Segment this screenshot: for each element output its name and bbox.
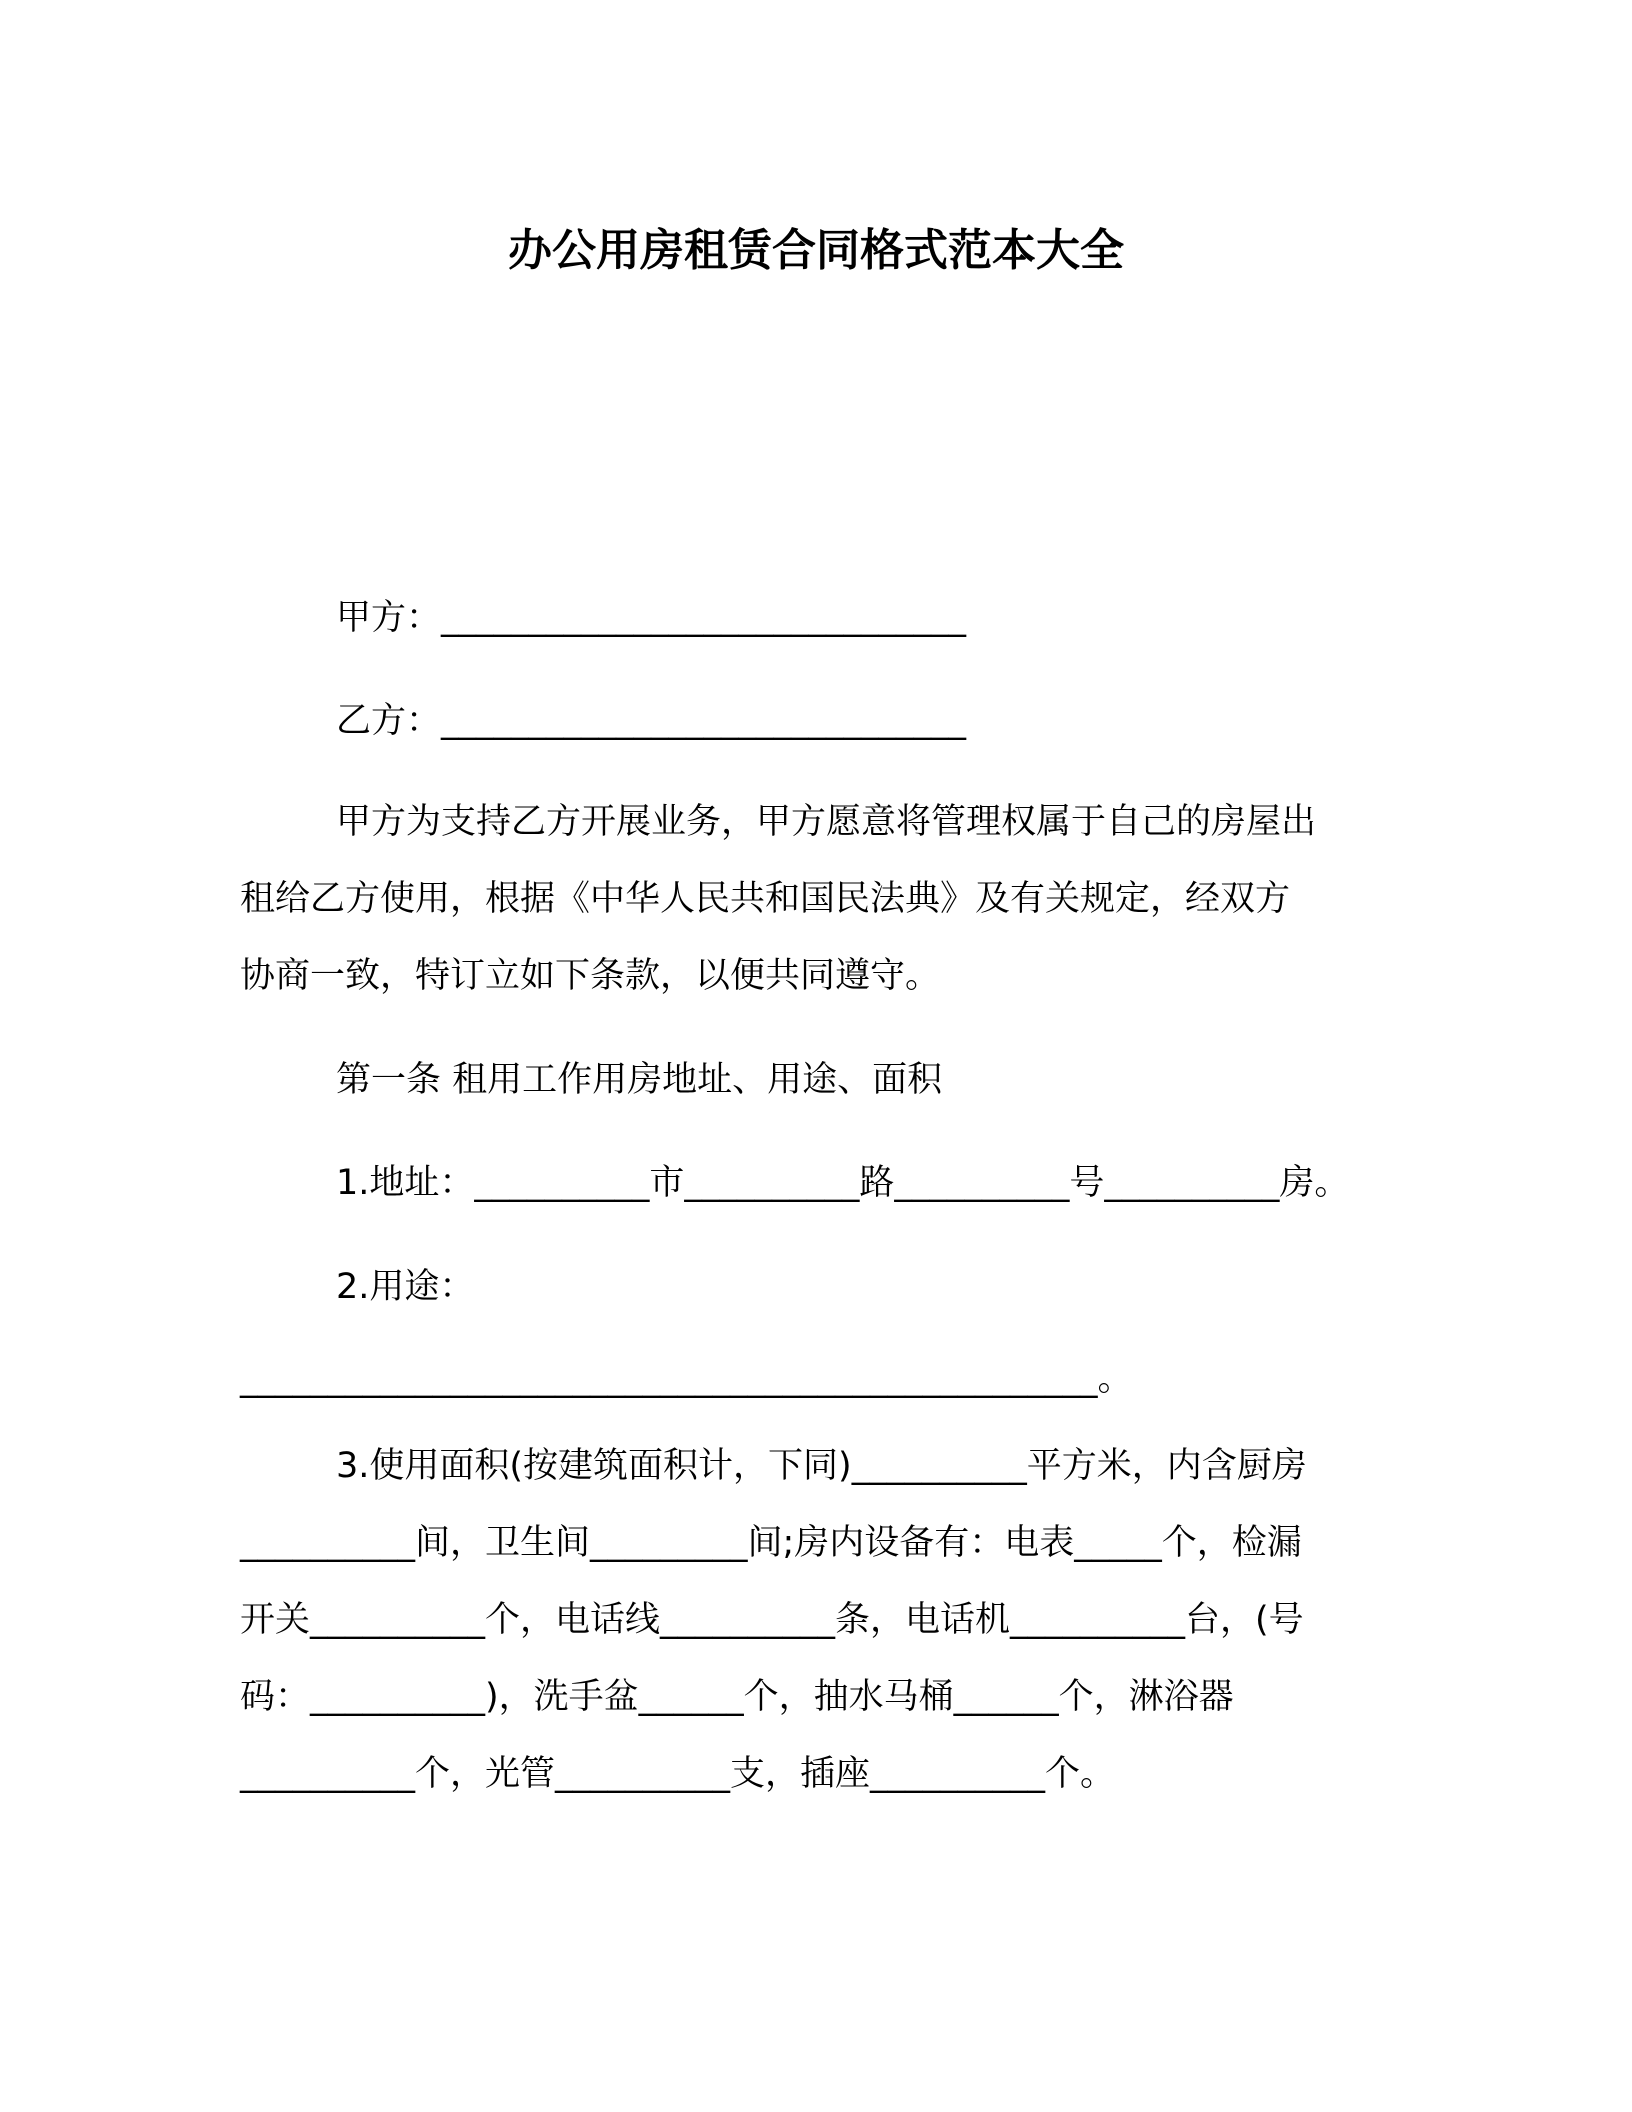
party-b-line: 乙方：______________________________ (336, 701, 967, 741)
preamble-line-1: 甲方为支持乙方开展业务，甲方愿意将管理权属于自己的房屋出 (336, 802, 1317, 842)
party-a-line: 甲方：______________________________ (336, 598, 967, 638)
clause-area-line-2: __________间，卫生间_________间;房内设备有：电表_____个，检漏 (240, 1523, 1302, 1563)
clause-usage-blank: _________________________________________________。 (240, 1359, 1133, 1399)
clause-address: 1.地址：__________市__________路__________号__________房。 (336, 1163, 1350, 1203)
article-one-heading: 第一条 租用工作用房地址、用途、面积 (336, 1060, 943, 1100)
clause-area-line-1: 3.使用面积(按建筑面积计，下同)__________平方米，内含厨房 (336, 1446, 1307, 1486)
clause-usage-label: 2.用途： (336, 1267, 475, 1307)
document-title: 办公用房租赁合同格式范本大全 (508, 225, 1124, 276)
clause-area-line-4: 码：__________)，洗手盆______个，抽水马桶______个，淋浴器 (240, 1677, 1234, 1717)
clause-area-line-5: __________个，光管__________支，插座__________个。 (240, 1754, 1116, 1794)
preamble-line-2: 租给乙方使用，根据《中华人民共和国民法典》及有关规定，经双方 (240, 879, 1291, 919)
clause-area-line-3: 开关__________个，电话线__________条，电话机__________台，(号 (240, 1600, 1304, 1640)
preamble-line-3: 协商一致，特订立如下条款，以便共同遵守。 (240, 956, 941, 996)
